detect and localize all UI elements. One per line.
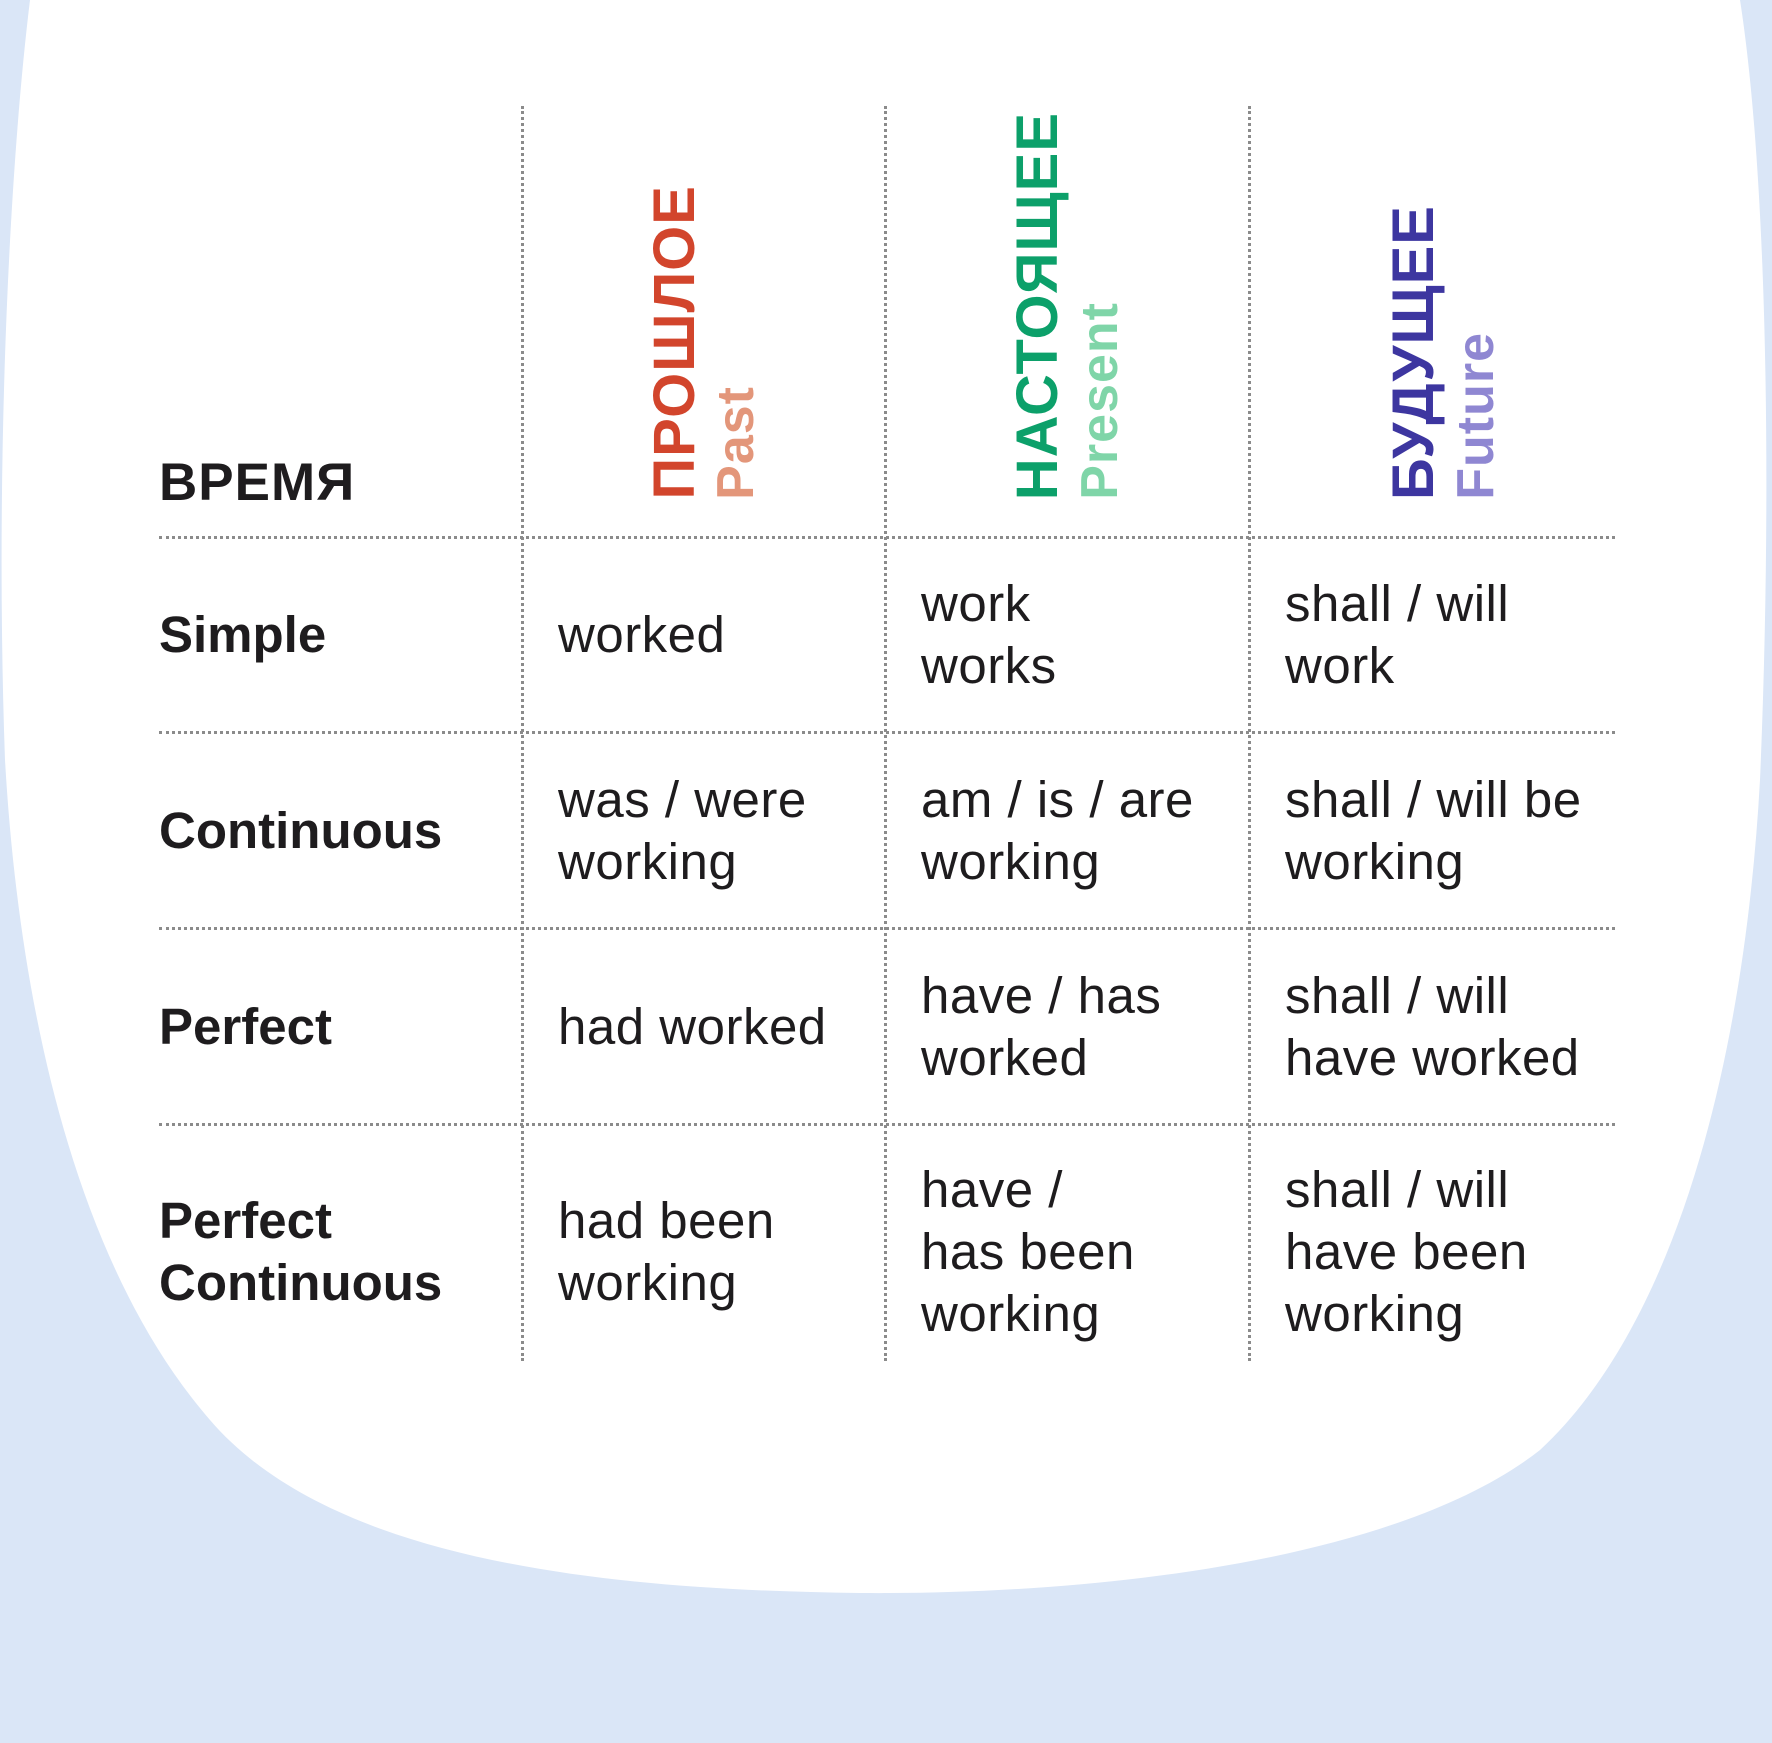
row-divider [159, 1123, 1615, 1126]
column-header-future-en: Future [1447, 332, 1505, 500]
row-label-perfect-continuous: Perfect Continuous [159, 1192, 443, 1311]
row-divider [159, 927, 1615, 930]
cell-perfect-continuous-present: have / has been working [921, 1161, 1135, 1342]
row-label-continuous: Continuous [159, 802, 443, 859]
row-label-perfect: Perfect [159, 998, 332, 1055]
cell-perfect-continuous-future: shall / will have been working [1285, 1161, 1528, 1342]
cell-perfect-future: shall / will have worked [1285, 967, 1580, 1086]
cell-continuous-present: am / is / are working [921, 771, 1194, 890]
cell-perfect-continuous-past: had been working [558, 1192, 775, 1311]
cell-continuous-past: was / were working [558, 771, 807, 890]
row-divider [159, 731, 1615, 734]
cell-perfect-past: had worked [558, 998, 827, 1055]
column-header-past-en: Past [707, 386, 765, 500]
column-header-past-ru: ПРОШЛОЕ [642, 185, 707, 500]
cell-simple-future: shall / will work [1285, 575, 1510, 694]
corner-label: ВРЕМЯ [159, 453, 356, 512]
column-header-present-en: Present [1071, 302, 1129, 500]
cell-perfect-present: have / has worked [921, 967, 1162, 1086]
cell-simple-present: work works [921, 575, 1057, 694]
cell-continuous-future: shall / will be working [1285, 771, 1582, 890]
cell-simple-past: worked [558, 606, 726, 663]
row-label-simple: Simple [159, 606, 327, 663]
column-header-present-ru: НАСТОЯЩЕЕ [1005, 111, 1070, 500]
row-divider [159, 536, 1615, 539]
column-header-future-ru: БУДУЩЕЕ [1381, 205, 1446, 500]
